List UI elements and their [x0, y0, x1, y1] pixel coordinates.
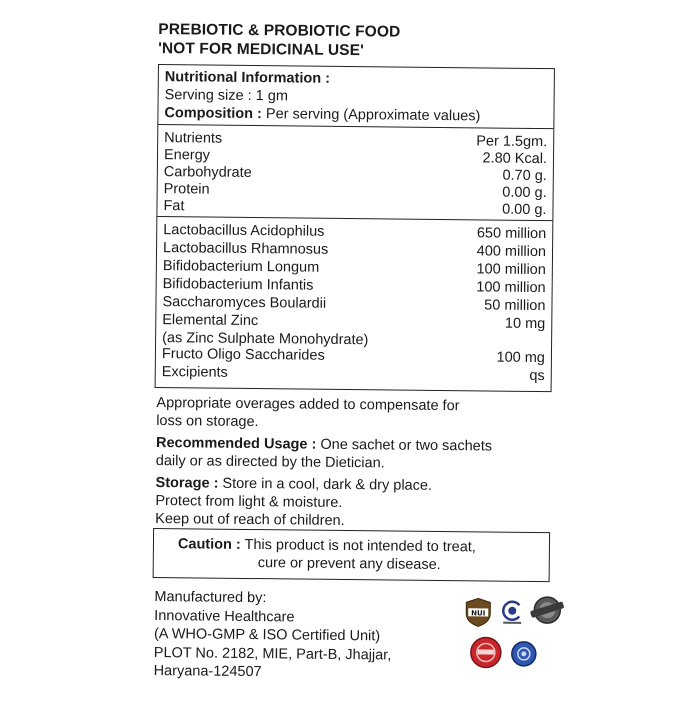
- table-row: Elemental Zinc 10 mg: [162, 312, 546, 333]
- badge-text: NUI: [471, 609, 486, 618]
- composition-row: [164, 104, 547, 126]
- table-row: Bifidobacterium Longum 100 million: [162, 258, 546, 279]
- blue-seal-icon: [510, 640, 538, 668]
- manufacturer-info: Manufactured by: Innovative Healthcare (A WHO-GMP & ISO Certified Unit) PLOT No. 2182, MIE, Part-B, Jhajjar, Haryana-124507: [153, 589, 392, 681]
- table-row: Fructo Oligo Saccharides 100 mg: [161, 346, 546, 367]
- table-row: Lactobacillus Acidophilus 650 million: [163, 222, 547, 243]
- ribbon-badge-icon: [530, 595, 564, 625]
- recommended-usage: Recommended Usage : One sachet or two sachets daily or as directed by the Dietician.: [155, 435, 493, 472]
- nutrition-title: Nutritional Information :: [164, 69, 331, 87]
- storage-label: Storage :: [155, 475, 219, 492]
- usage-label: Recommended Usage :: [155, 435, 317, 453]
- overages-note: Appropriate overages added to compensate for loss on storage.: [156, 395, 460, 431]
- keep-out-note: Keep out of reach of children.: [155, 511, 345, 530]
- header-line-1: PREBIOTIC & PROBIOTIC FOOD: [158, 21, 401, 41]
- table-row: Lactobacillus Rhamnosus 400 million: [162, 240, 547, 261]
- header-line-2: 'NOT FOR MEDICINAL USE': [158, 40, 364, 60]
- composition-label: Composition :: [164, 105, 263, 123]
- caution-box: Caution : This product is not intended to treat, cure or prevent any disease.: [153, 528, 551, 582]
- table-row: (as Zinc Sulphate Monohydrate): [162, 330, 369, 349]
- table-row: Saccharomyces Boulardii 50 million: [162, 294, 546, 315]
- storage-info: Storage : Store in a cool, dark & dry place. Protect from light & moisture.: [155, 475, 433, 511]
- table-row: Excipients qs: [161, 364, 545, 385]
- c-mark-icon: [500, 600, 524, 626]
- label-header: [158, 20, 400, 61]
- table-row: Energy 2.80 Kcal.: [163, 147, 548, 168]
- serving-size: Serving size : 1 gm: [164, 87, 289, 105]
- table-row: Protein 0.00 g.: [163, 181, 547, 202]
- table-row: Carbohydrate 0.70 g.: [163, 164, 547, 185]
- table-row: Nutrients Per 1.5gm.: [164, 130, 548, 151]
- table-row: Bifidobacterium Infantis 100 million: [162, 276, 546, 297]
- caution-label: Caution :: [177, 536, 241, 553]
- red-seal-icon: [468, 635, 504, 669]
- shield-badge-icon: [465, 597, 491, 627]
- table-row: Fat 0.00 g.: [163, 198, 547, 219]
- composition-text: Per serving (Approximate values): [261, 106, 481, 125]
- nutrition-table: [155, 64, 555, 392]
